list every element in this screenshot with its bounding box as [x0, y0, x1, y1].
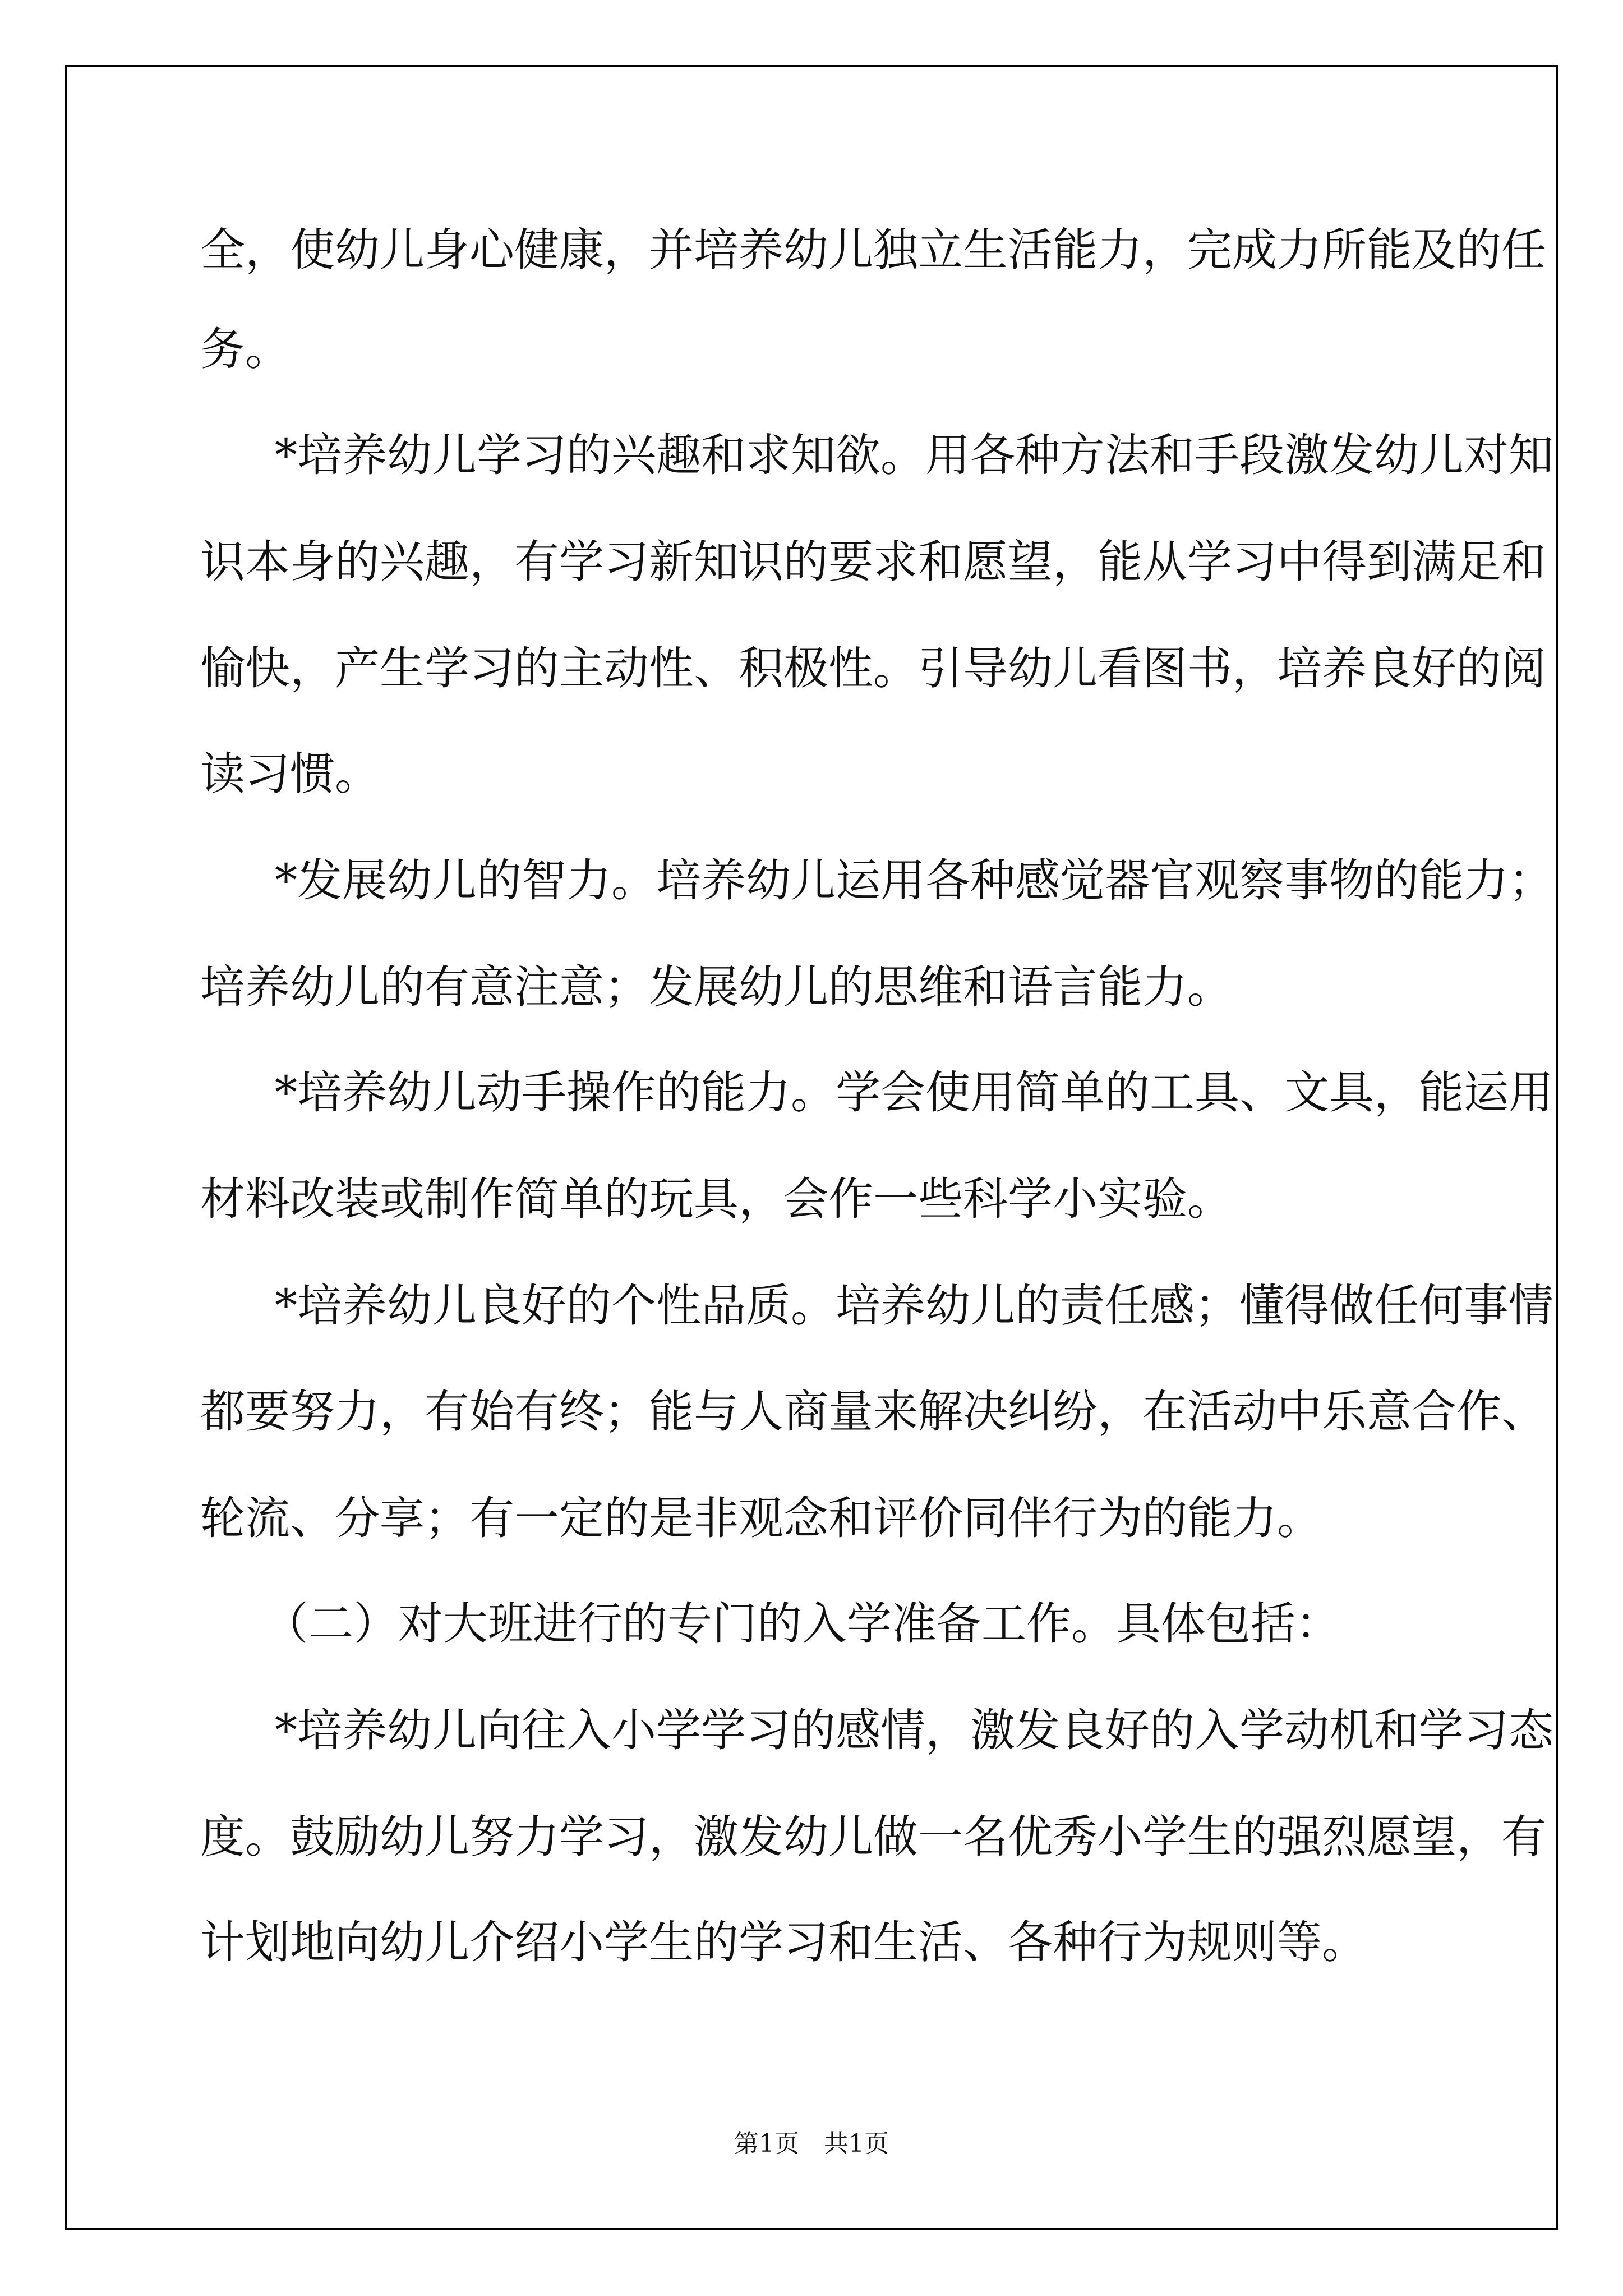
text-line: 材料改装或制作简单的玩具，会作一些科学小实验。	[200, 1173, 1232, 1225]
page-footer: 第1页 共1页	[734, 2129, 889, 2158]
text-line: *培养幼儿动手操作的能力。学会使用简单的工具、文具，能运用	[275, 1066, 1553, 1119]
text-line: *培养幼儿学习的兴趣和求知欲。用各种方法和手段激发幼儿对知	[275, 429, 1553, 481]
text-line: 识本身的兴趣，有学习新知识的要求和愿望，能从学习中得到满足和	[200, 536, 1546, 588]
text-line: 轮流、分享；有一定的是非观念和评价同伴行为的能力。	[200, 1492, 1322, 1544]
text-line: 愉快，产生学习的主动性、积极性。引导幼儿看图书，培养良好的阅	[200, 642, 1546, 694]
text-line: 度。鼓励幼儿努力学习，激发幼儿做一名优秀小学生的强烈愿望，有	[200, 1811, 1546, 1863]
text-line: 都要努力，有始有终；能与人商量来解决纠纷，在活动中乐意合作、	[200, 1386, 1546, 1438]
text-line: *培养幼儿向往入小学学习的感情，激发良好的入学动机和学习态	[275, 1704, 1553, 1756]
section-heading: （二）对大班进行的专门的入学准备工作。具体包括：	[264, 1598, 1340, 1650]
page-border	[65, 65, 1558, 2230]
text-line: 务。	[200, 323, 290, 375]
text-line: 全，使幼儿身心健康，并培养幼儿独立生活能力，完成力所能及的任	[200, 224, 1546, 276]
text-line: 读习惯。	[200, 748, 380, 800]
text-line: 培养幼儿的有意注意；发展幼儿的思维和语言能力。	[200, 961, 1232, 1013]
text-line: 计划地向幼儿介绍小学生的学习和生活、各种行为规则等。	[200, 1916, 1367, 1968]
text-line: *培养幼儿良好的个性品质。培养幼儿的责任感；懂得做任何事情	[275, 1280, 1553, 1332]
text-line: *发展幼儿的智力。培养幼儿运用各种感觉器官观察事物的能力；	[275, 854, 1553, 907]
